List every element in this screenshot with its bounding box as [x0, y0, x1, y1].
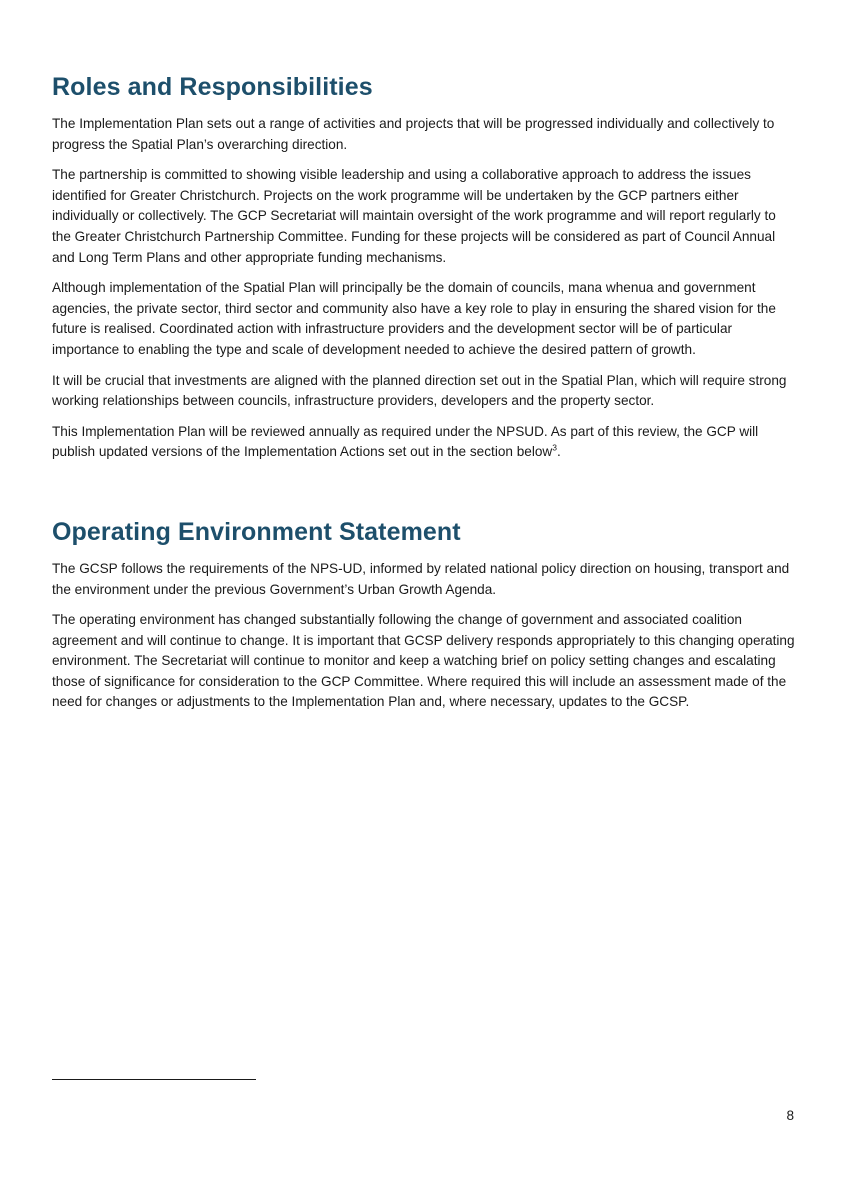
paragraph: It will be crucial that investments are aligned with the planned direction set out in the Spatial Plan, which will require strong working relationships between councils, infrastructure providers, developers and the property sector.	[52, 372, 787, 409]
section-operating-environment-statement	[52, 515, 797, 713]
paragraph: The Implementation Plan sets out a range of activities and projects that will be progressed individually and collectively to progress the Spatial Plan’s overarching direction.	[52, 116, 775, 152]
section-roles-and-responsibilities	[52, 70, 797, 463]
section-heading: Operating Environment Statement	[52, 517, 461, 546]
footnote-reference[interactable]: 3	[552, 442, 557, 453]
document-page	[52, 70, 797, 723]
paragraph	[52, 422, 797, 463]
paragraph: Although implementation of the Spatial Plan will principally be the domain of councils, mana whenua and government agencies, the private sector, third sector and community also have a key role to play in ensuring the shared vision for the future is realised. Coordinated action with infrastructure providers and the development sector will be of particular importance to enabling the type and scale of development needed to achieve the desired pattern of growth.	[52, 280, 776, 357]
footnote-separator	[52, 1079, 256, 1080]
paragraph: The partnership is committed to showing visible leadership and using a collaborative approach to address the issues identified for Greater Christchurch. Projects on the work programme will be undertaken by the GCP partners either individually or collectively. The GCP Secretariat will maintain oversight of the work programme and will report regularly to the Greater Christchurch Partnership Committee. Funding for these projects will be considered as part of Council Annual and Long Term Plans and other appropriate funding mechanisms.	[52, 167, 776, 265]
paragraph-punctuation: .	[557, 444, 561, 460]
paragraph: The operating environment has changed substantially following the change of government and associated coalition agreement and will continue to change. It is important that GCSP delivery responds appropriately to this changing operating environment. The Secretariat will continue to monitor and keep a watching brief on policy setting changes and escalating those of significance for consideration to the GCP Committee. Where required this will include an assessment made of the need for changes or adjustments to the Implementation Plan and, where necessary, updates to the GCSP.	[52, 612, 795, 710]
paragraph-text: This Implementation Plan will be reviewed annually as required under the NPSUD. As part of this review, the GCP will publish updated versions of the Implementation Actions set out in the section below	[52, 423, 759, 460]
section-heading: Roles and Responsibilities	[52, 73, 373, 101]
page-number: 8	[786, 1108, 794, 1123]
paragraph: The GCSP follows the requirements of the NPS-UD, informed by related national policy direction on housing, transport and the environment under the previous Government’s Urban Growth Agenda.	[52, 560, 790, 597]
